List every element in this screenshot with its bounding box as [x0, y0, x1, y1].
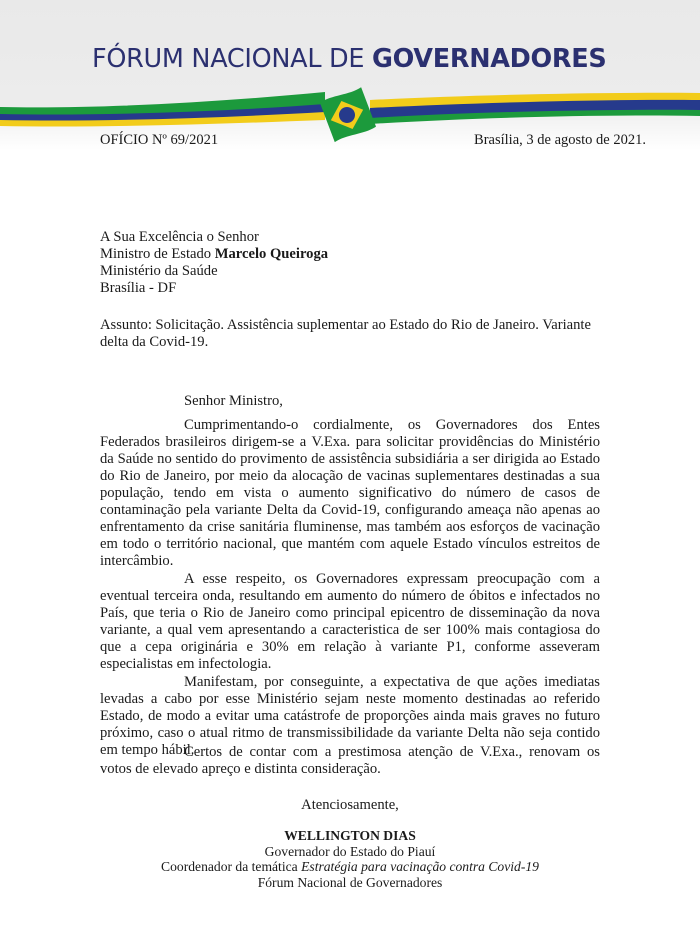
- body-paragraph: Certos de contar com a prestimosa atenção de V.Exa., renovam os votos de elevado apreço e distinta consideração.: [100, 744, 600, 777]
- letterhead: [0, 0, 700, 150]
- addressee-line: Ministério da Saúde: [100, 263, 218, 279]
- closing: Atenciosamente,: [301, 797, 399, 813]
- addressee-name: Marcelo Queiroga: [214, 246, 329, 262]
- subject-line: Assunto: Solicitação. Assistência suplementar ao Estado do Rio de Janeiro. Variante delta da Covid-19.: [100, 317, 591, 350]
- addressee-line: Brasília - DF: [100, 280, 177, 296]
- letterhead-title-bold: GOVERNADORES: [371, 44, 607, 74]
- signer-coordination: [100, 859, 600, 875]
- addressee-title: Ministro de Estado: [100, 246, 215, 262]
- body-paragraph: A esse respeito, os Governadores expressam preocupação com a eventual terceira onda, resultando em aumento do número de óbitos e infectados no País, que teria o Rio de Janeiro como principal epicentro de disseminação da nova variante, a qual vem apresentando a caracteristica de ser 100% mais contagiosa do que a cepa originária e 30% em relação à variante P1, conforme asseveram especialistas em infectologia.: [100, 571, 600, 672]
- signer-coordination-theme: Estratégia para vacinação contra Covid-19: [301, 859, 539, 874]
- signer-role: Governador do Estado do Piauí: [264, 843, 436, 859]
- signer-name: WELLINGTON DIAS: [284, 828, 416, 843]
- signer-organization: Fórum Nacional de Governadores: [257, 874, 443, 890]
- letter-date: Brasília, 3 de agosto de 2021.: [474, 132, 646, 148]
- signer-coordination-prefix: Coordenador da temática: [161, 859, 302, 874]
- brazil-flag: [319, 87, 376, 143]
- addressee-line: A Sua Excelência o Senhor: [100, 229, 259, 245]
- salutation: Senhor Ministro,: [184, 393, 283, 409]
- addressee-line: [100, 246, 600, 263]
- letterhead-title-light: FÓRUM NACIONAL DE: [92, 44, 372, 74]
- body-paragraph: Manifestam, por conseguinte, a expectativa de que ações imediatas levadas a cabo por esse Ministério sejam neste momento destinadas ao referido Estado, de modo a evitar uma catástrofe de proporções ainda mais graves no futuro próximo, caso o atual ritmo de transmissibilidade da variante Delta não seja contido em tempo hábil.: [100, 674, 600, 758]
- letterhead-title: [92, 44, 612, 74]
- oficio-number: OFÍCIO Nº 69/2021: [100, 132, 219, 148]
- body-paragraph: Cumprimentando-o cordialmente, os Governadores dos Entes Federados brasileiros dirigem-se a V.Exa. para solicitar providências do Ministério da Saúde no sentido do provimento de assistência subsidiária a ser dirigida ao Estado do Rio de Janeiro, por meio da alocação de vacinas suplementares destinadas a sua população, tendo em vista o aumento significativo do número de casos de contaminação pela variante Delta da Covid-19, configurando ameaça não apenas ao enfrentamento da crise sanitária fluminense, mas também aos esforços de vacinação em todo o território nacional, que mantém com aquele Estado vínculos estreitos de intercâmbio.: [100, 417, 600, 569]
- signature-block: [100, 828, 600, 890]
- addressee-block: [100, 229, 600, 297]
